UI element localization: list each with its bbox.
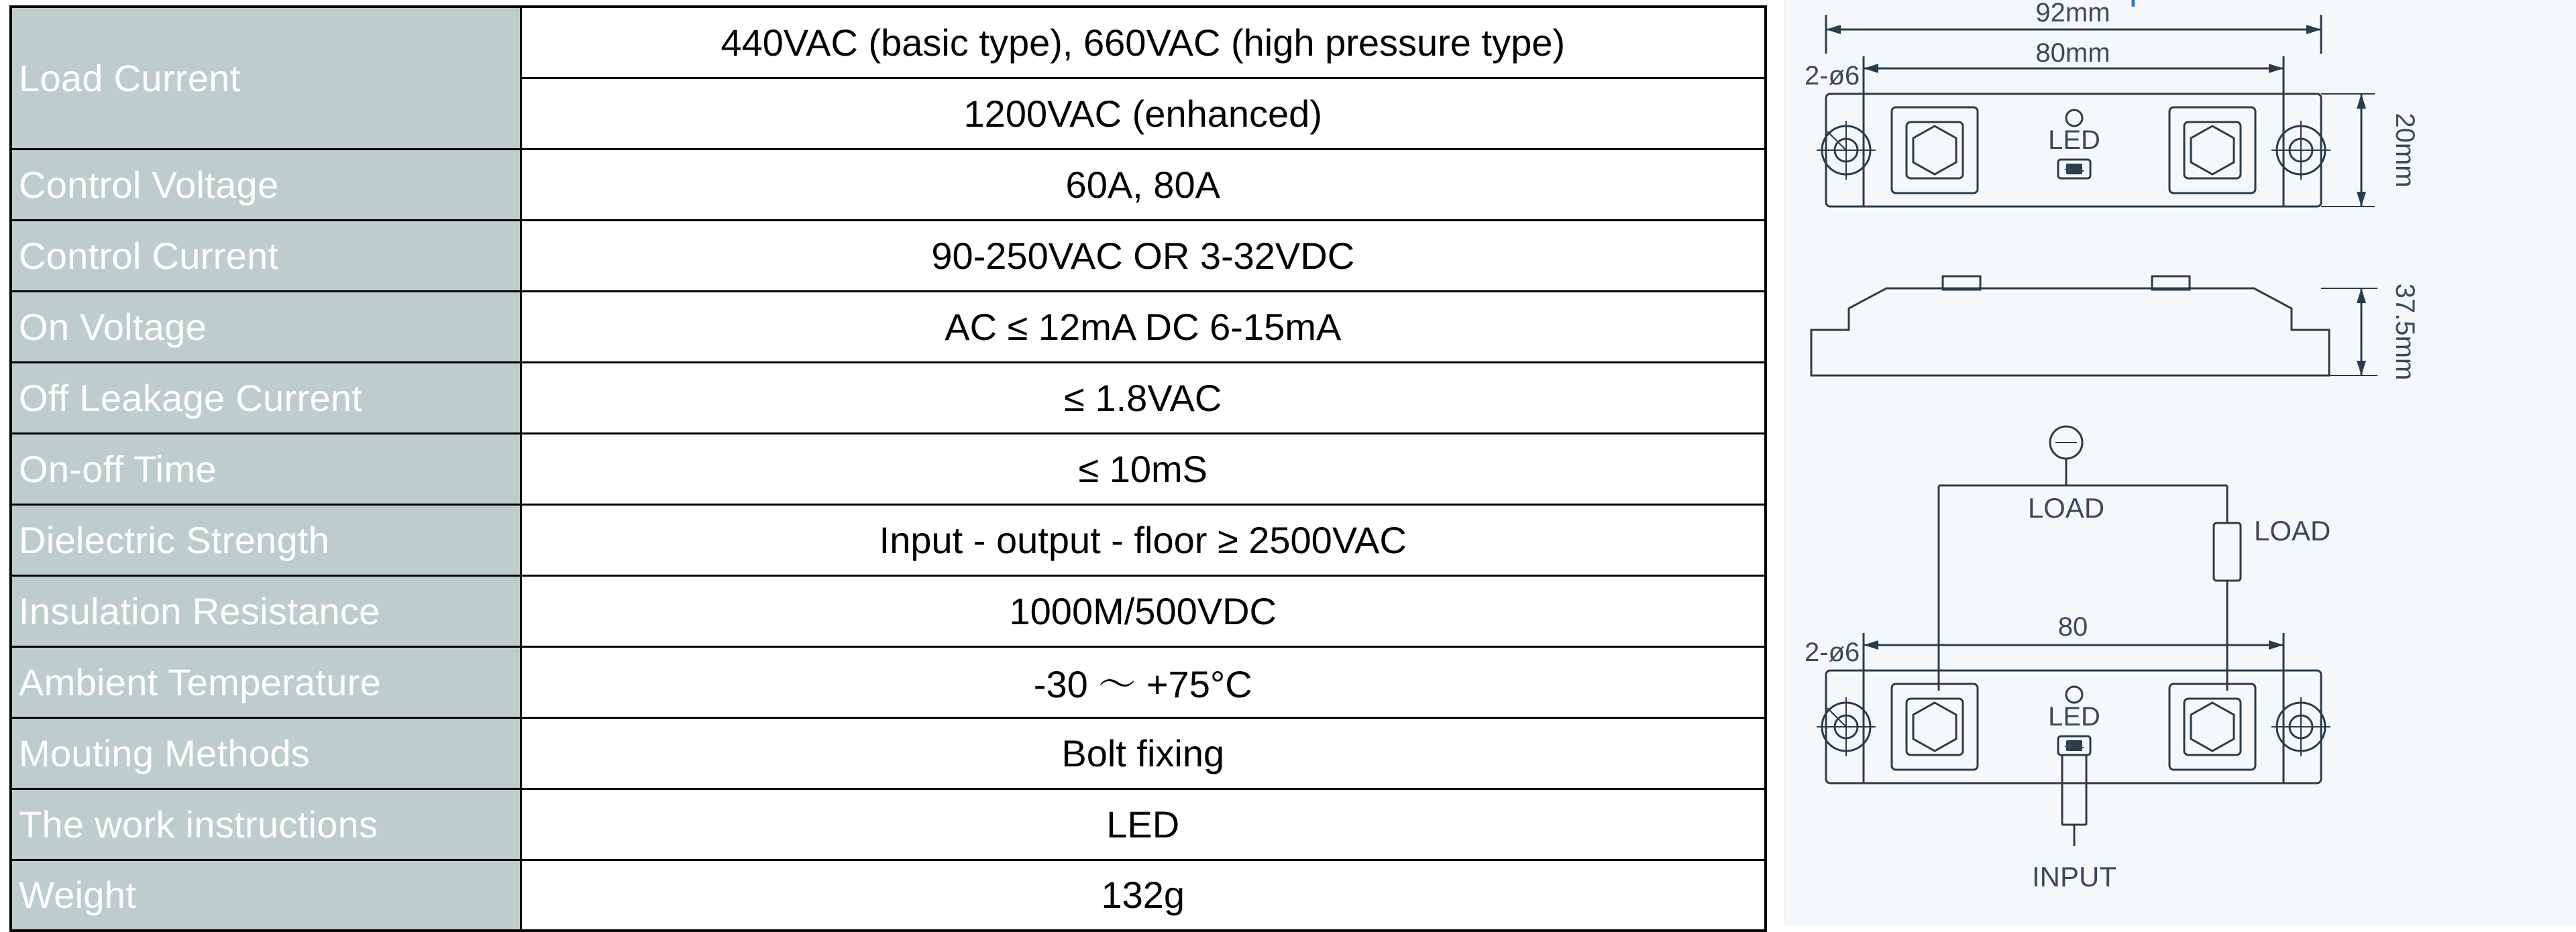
row-label-control-voltage: Control Voltage xyxy=(11,149,521,220)
table-row xyxy=(11,220,1766,291)
table-row xyxy=(11,7,1766,78)
wiring-hole-note: 2-ø6 xyxy=(1805,638,1860,667)
row-value-load-current-1: 440VAC (basic type), 660VAC (high pressure type) xyxy=(521,7,1766,78)
row-label-work-instructions: The work instructions xyxy=(11,789,521,860)
row-label-mouting-methods: Mouting Methods xyxy=(11,717,521,789)
wiring-load-top-label: LOAD xyxy=(2027,492,2105,524)
row-label-ambient-temperature: Ambient Temperature xyxy=(11,646,521,717)
row-label-weight: Weight xyxy=(11,860,521,931)
row-value-off-leakage-current: ≤ 1.8VAC xyxy=(521,362,1766,433)
row-label-dielectric-strength: Dielectric Strength xyxy=(11,504,521,575)
row-label-off-leakage-current: Off Leakage Current xyxy=(11,362,521,433)
row-label-on-off-time: On-off Time xyxy=(11,433,521,504)
dimension-drawings-panel xyxy=(1784,0,2576,925)
row-value-mouting-methods: Bolt fixing xyxy=(521,717,1766,789)
row-value-on-voltage: AC ≤ 12mA DC 6-15mA xyxy=(521,291,1766,362)
top-view-dim-inner: 80mm xyxy=(2035,38,2110,68)
table-row xyxy=(11,433,1766,504)
row-value-load-current-2: 1200VAC (enhanced) xyxy=(521,78,1766,149)
table-row xyxy=(11,149,1766,220)
table-row xyxy=(11,789,1766,860)
wiring-load-right-label: LOAD xyxy=(2254,515,2331,546)
wiring-led-polarity: + - xyxy=(2063,736,2085,756)
row-label-insulation-resistance: Insulation Resistance xyxy=(11,575,521,646)
row-value-ambient-temperature: -30 ～ +75°C xyxy=(521,646,1766,717)
top-view-hole-note: 2-ø6 xyxy=(1805,61,1860,91)
table-row xyxy=(11,646,1766,717)
row-label-on-voltage: On Voltage xyxy=(11,291,521,362)
row-value-weight: 132g xyxy=(521,860,1766,931)
top-view-dim-outer: 92mm xyxy=(2035,0,2110,27)
table-row xyxy=(11,362,1766,433)
top-view-led-label: LED xyxy=(2048,125,2100,155)
table-row xyxy=(11,291,1766,362)
row-label-control-current: Control Current xyxy=(11,220,521,291)
row-value-work-instructions: LED xyxy=(521,789,1766,860)
row-label-load-current: Load Current xyxy=(11,7,521,149)
side-view-drawing xyxy=(1811,276,2377,375)
row-value-control-voltage: 60A, 80A xyxy=(521,149,1766,220)
row-value-on-off-time: ≤ 10mS xyxy=(521,433,1766,504)
top-view-dim-height: 20mm xyxy=(2390,113,2420,188)
wiring-input-label: INPUT xyxy=(2032,861,2116,892)
specifications-table xyxy=(9,5,1767,932)
row-value-control-current: 90-250VAC OR 3-32VDC xyxy=(521,220,1766,291)
top-view-led-polarity: + - xyxy=(2063,160,2085,180)
row-value-dielectric-strength: Input - output - floor ≥ 2500VAC xyxy=(521,504,1766,575)
wiring-dim-width: 80 xyxy=(2057,612,2088,642)
top-view-drawing xyxy=(1817,0,2375,207)
table-row xyxy=(11,504,1766,575)
side-view-dim-height: 37.5mm xyxy=(2390,283,2420,381)
table-row xyxy=(11,860,1766,931)
table-row xyxy=(11,575,1766,646)
row-value-insulation-resistance: 1000M/500VDC xyxy=(521,575,1766,646)
drawings-svg xyxy=(1784,0,2576,925)
wiring-led-label: LED xyxy=(2048,702,2100,732)
table-row xyxy=(11,717,1766,789)
